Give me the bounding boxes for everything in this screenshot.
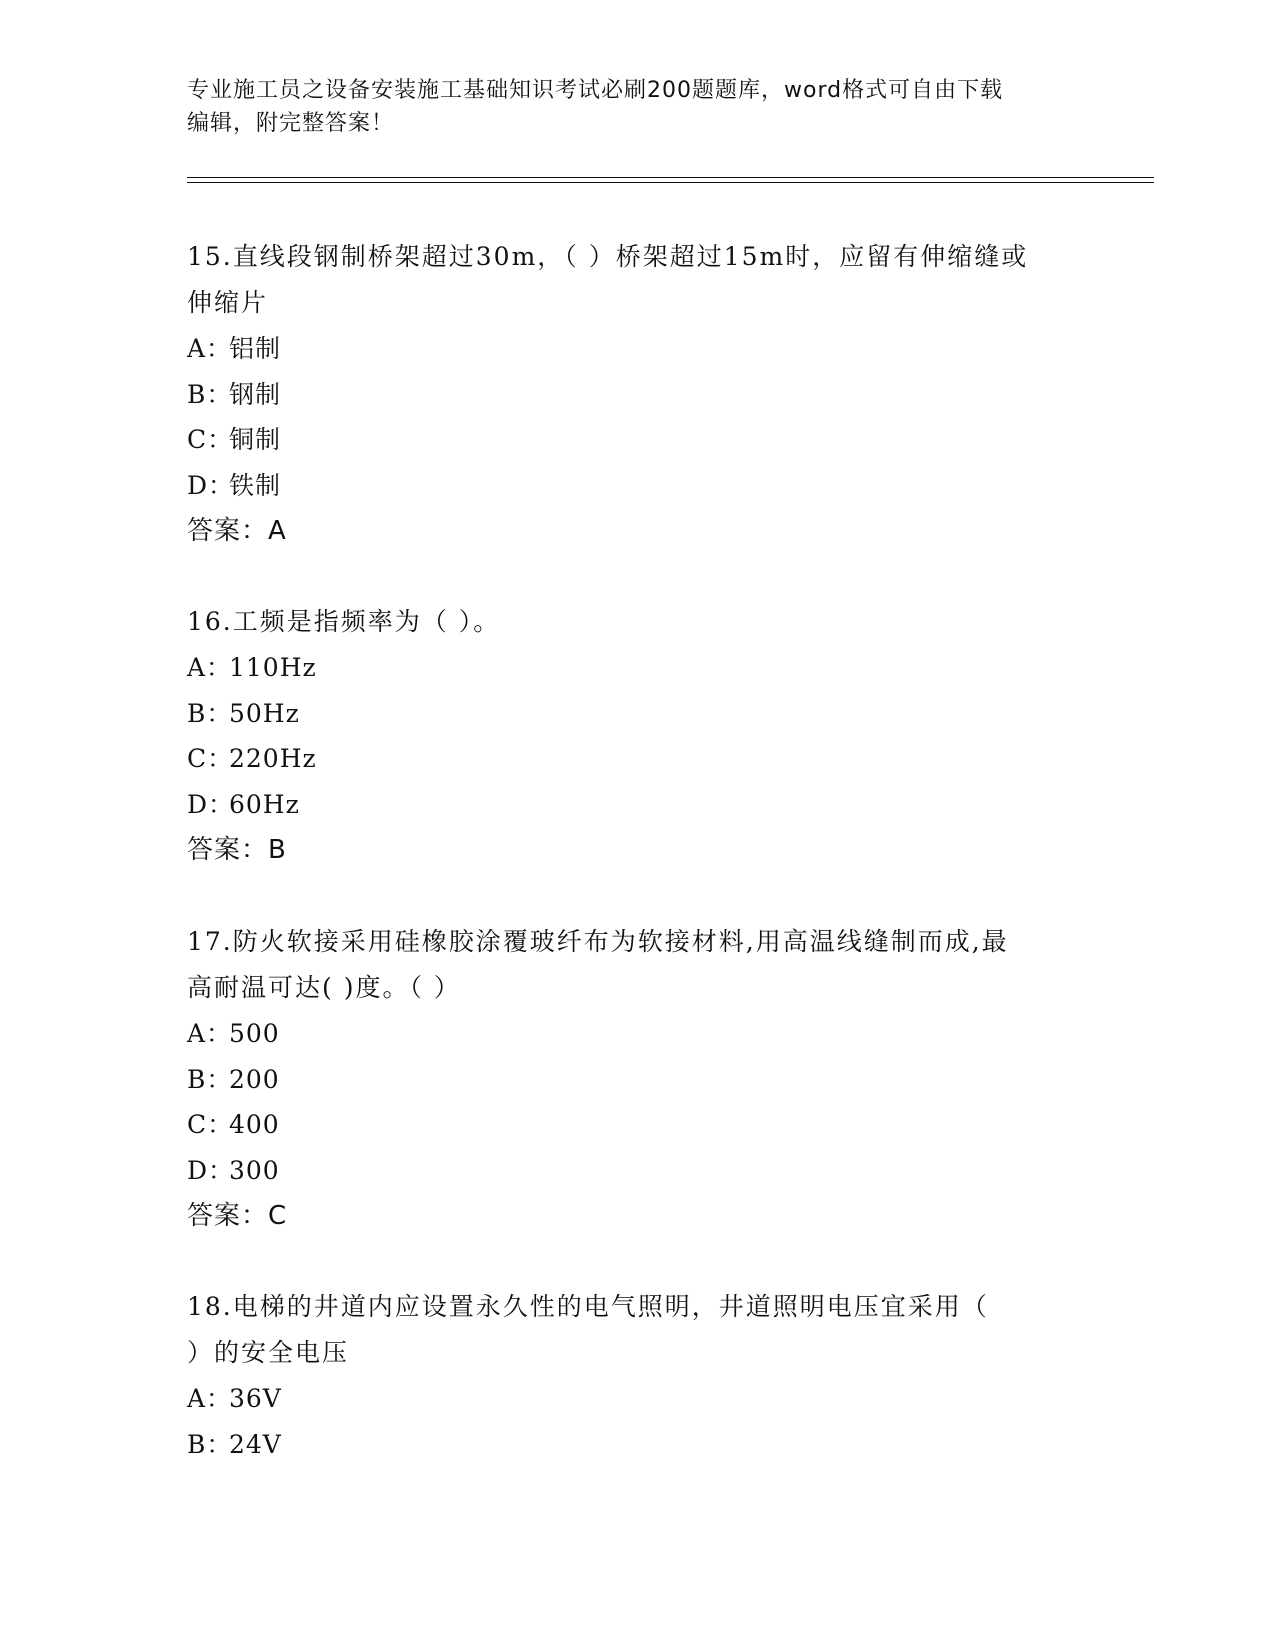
option-a xyxy=(187,645,1087,691)
question-stem-line: 伸缩片 xyxy=(187,288,269,317)
question-stem-line: 18.电梯的井道内应设置永久性的电气照明，井道照明电压宜采用（ xyxy=(187,1292,989,1321)
option-letter: C： xyxy=(187,425,234,454)
option-text: 500 xyxy=(229,1019,280,1048)
option-a xyxy=(187,326,1087,372)
question-18 xyxy=(187,1284,1087,1467)
option-letter: A： xyxy=(187,653,233,682)
answer-line xyxy=(187,827,1087,873)
header-divider-top xyxy=(187,177,1154,178)
option-text: 铁制 xyxy=(229,470,282,500)
question-16 xyxy=(187,599,1087,873)
answer-line xyxy=(187,508,1087,554)
question-stem-line: 17.防火软接采用硅橡胶涂覆玻纤布为软接材料,用高温线缝制而成,最 xyxy=(187,927,1009,956)
answer-value: C xyxy=(268,1201,288,1231)
question-15 xyxy=(187,234,1087,554)
question-stem-line: ）的安全电压 xyxy=(187,1338,350,1367)
option-letter: A： xyxy=(187,334,233,363)
option-letter: A： xyxy=(187,1384,233,1413)
option-c xyxy=(187,736,1087,782)
option-b xyxy=(187,691,1087,737)
option-text: 钢制 xyxy=(229,379,282,409)
option-d xyxy=(187,1148,1087,1194)
header-title-line2: 编辑，附完整答案！ xyxy=(187,111,395,136)
option-text: 铜制 xyxy=(229,425,282,454)
option-letter: D： xyxy=(187,1155,235,1185)
answer-value: B xyxy=(268,835,287,865)
header-divider-bottom xyxy=(187,182,1154,183)
option-b xyxy=(187,372,1087,418)
option-a xyxy=(187,1376,1087,1422)
answer-label: 答案： xyxy=(187,835,269,865)
question-17 xyxy=(187,919,1087,1239)
option-b xyxy=(187,1422,1087,1468)
option-text: 铝制 xyxy=(229,334,282,363)
option-letter: D： xyxy=(187,789,235,819)
option-text: 36V xyxy=(229,1384,282,1413)
option-letter: A： xyxy=(187,1019,233,1048)
question-stem-line: 高耐温可达( )度。（ ） xyxy=(187,973,461,1002)
option-text: 50Hz xyxy=(229,698,300,728)
option-a xyxy=(187,1011,1087,1057)
question-stem-line: 16.工频是指频率为（ ）。 xyxy=(187,607,501,636)
option-c xyxy=(187,1102,1087,1148)
option-letter: C： xyxy=(187,1110,234,1139)
document-header xyxy=(187,74,1067,140)
answer-value: A xyxy=(268,516,287,546)
option-b xyxy=(187,1057,1087,1103)
header-title-line1: 专业施工员之设备安装施工基础知识考试必刷200题题库，word格式可自由下载 xyxy=(187,78,1004,103)
question-stem-line: 15.直线段钢制桥架超过30m，（ ）桥架超过15m时，应留有伸缩缝或 xyxy=(187,242,1029,271)
option-text: 200 xyxy=(229,1064,280,1094)
answer-label: 答案： xyxy=(187,516,269,546)
answer-label: 答案： xyxy=(187,1201,269,1231)
option-letter: B： xyxy=(187,698,233,728)
option-text: 400 xyxy=(229,1110,280,1139)
option-text: 60Hz xyxy=(229,789,300,819)
option-text: 24V xyxy=(229,1429,282,1459)
option-letter: B： xyxy=(187,379,233,409)
option-c xyxy=(187,417,1087,463)
option-text: 110Hz xyxy=(229,653,317,682)
option-text: 220Hz xyxy=(229,744,317,773)
option-d xyxy=(187,463,1087,509)
option-letter: B： xyxy=(187,1429,233,1459)
option-text: 300 xyxy=(229,1155,280,1185)
option-d xyxy=(187,782,1087,828)
answer-line xyxy=(187,1193,1087,1239)
option-letter: C： xyxy=(187,744,234,773)
option-letter: B： xyxy=(187,1064,233,1094)
option-letter: D： xyxy=(187,470,235,500)
